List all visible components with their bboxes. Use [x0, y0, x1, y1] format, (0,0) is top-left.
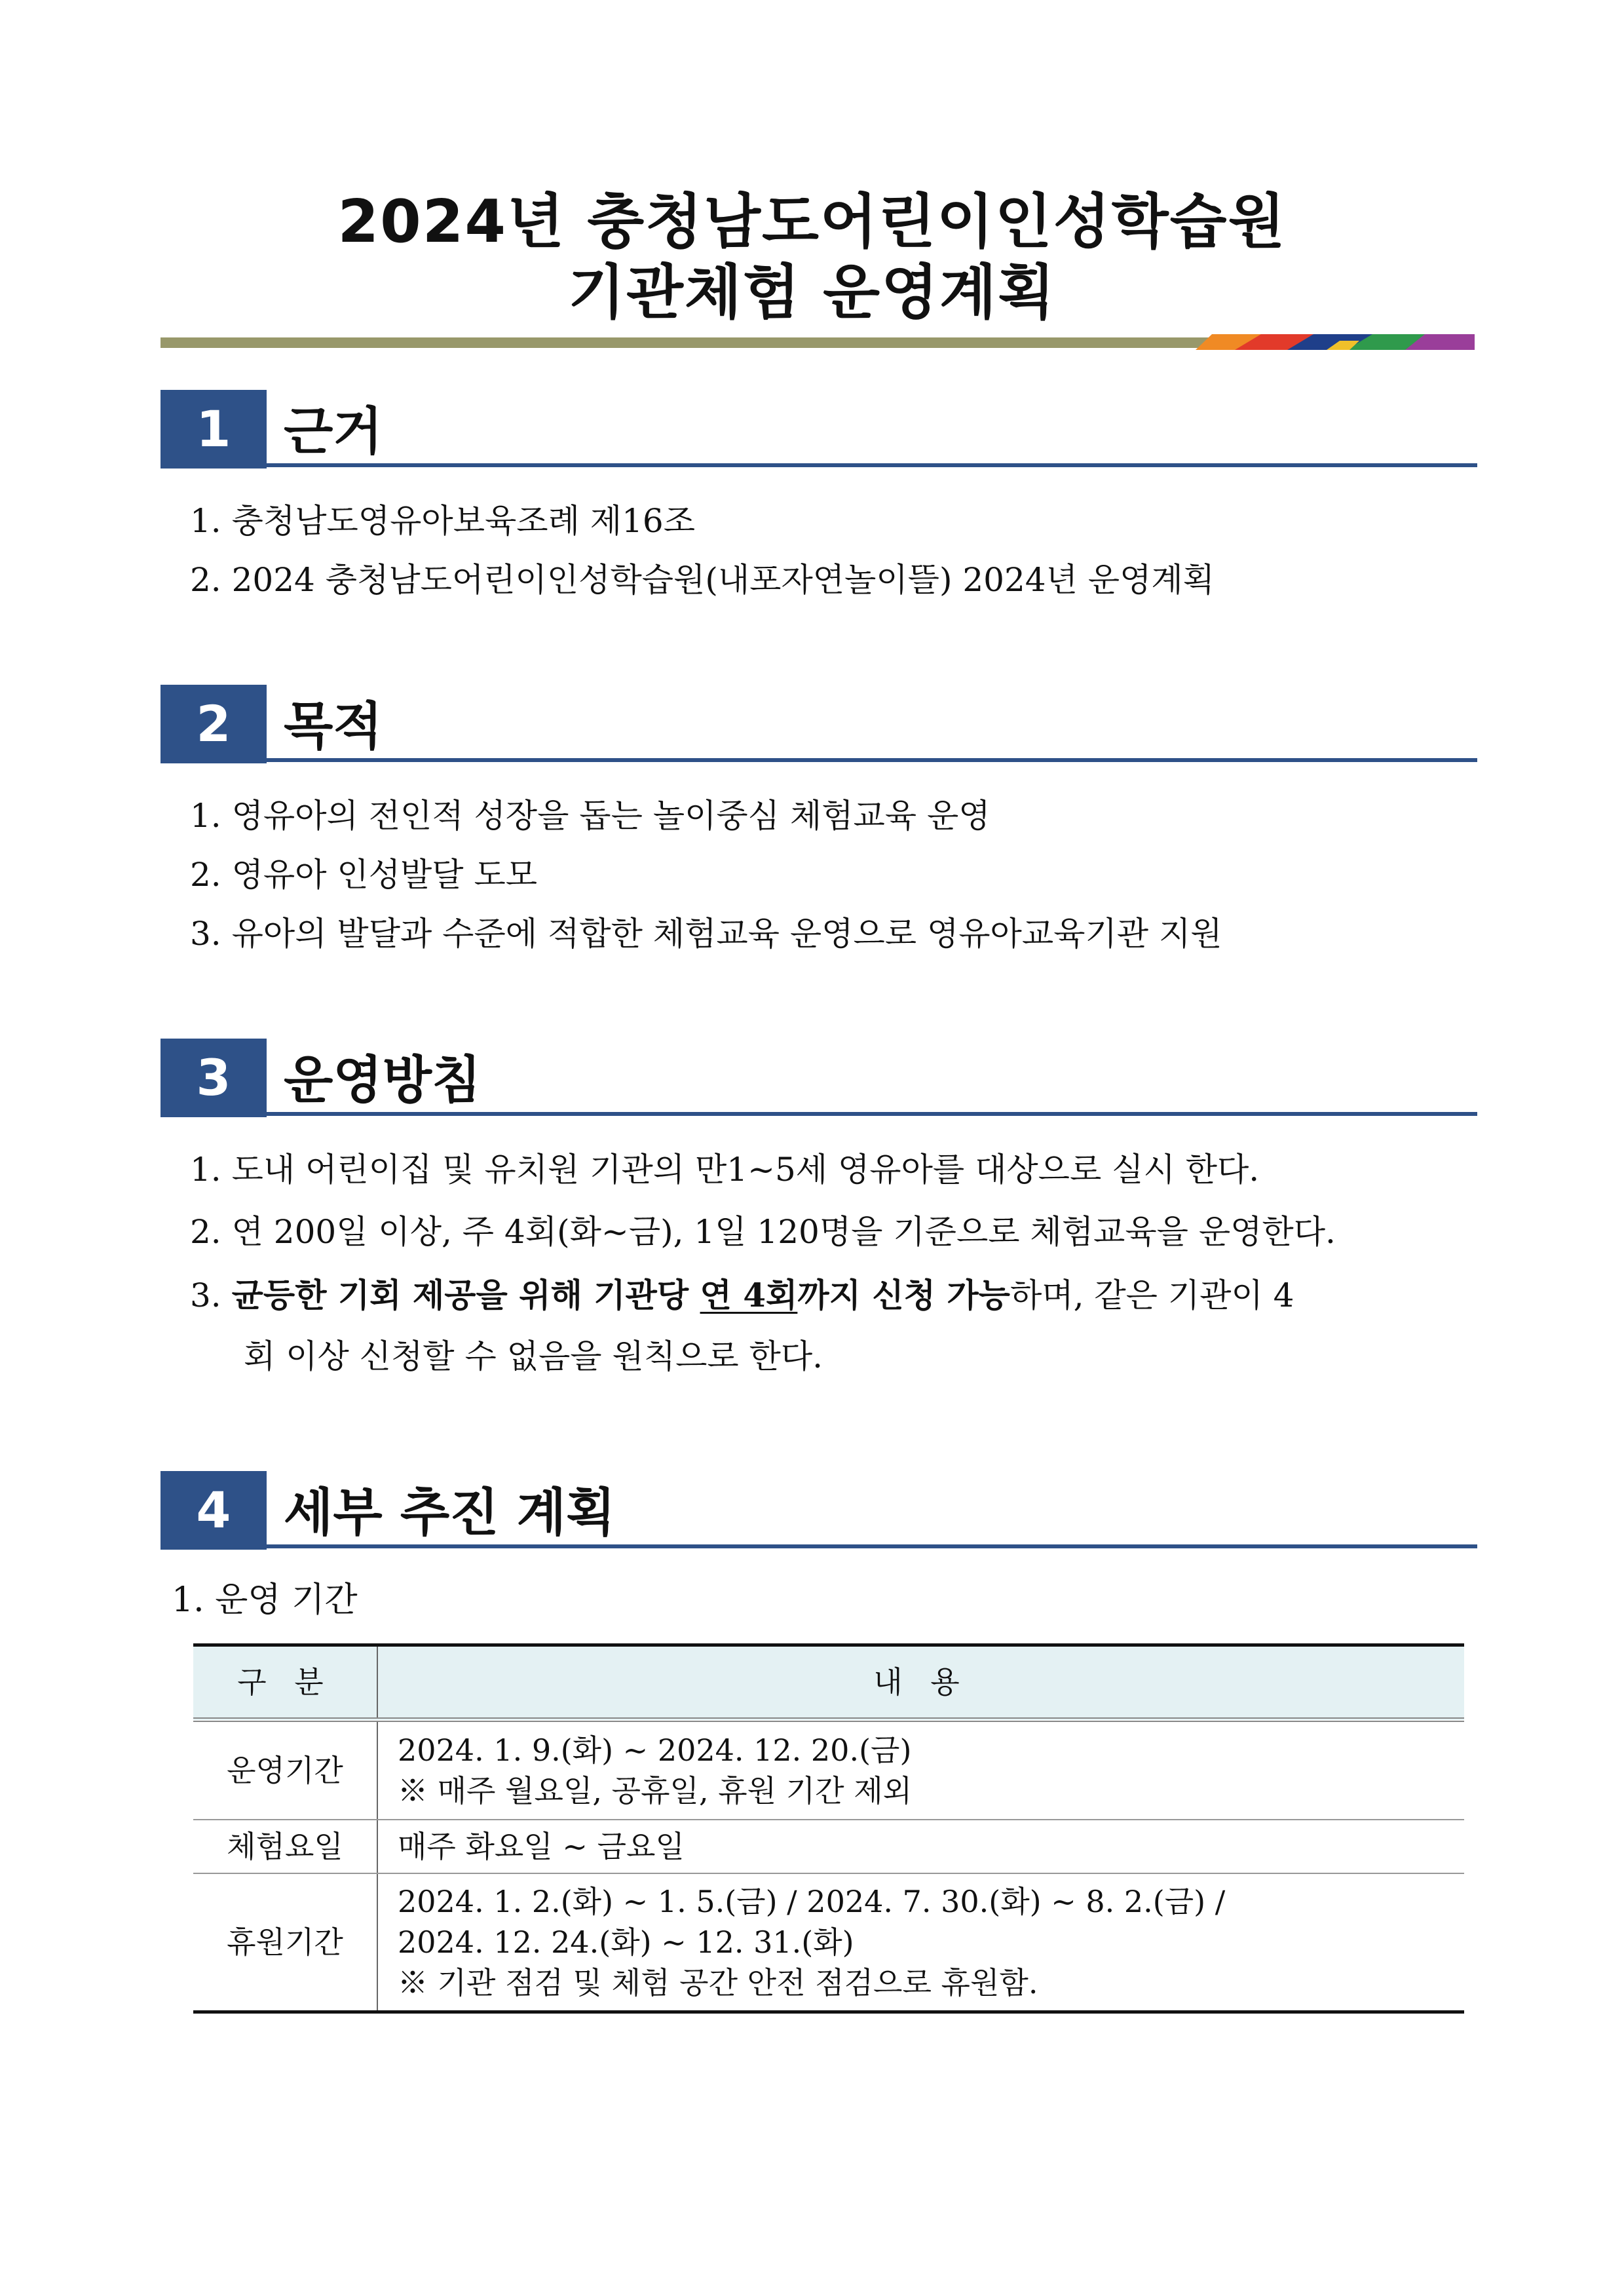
section-underline — [267, 1544, 1477, 1548]
list-item: 1. 영유아의 전인적 성장을 돕는 놀이중심 체험교육 운영 — [190, 797, 991, 835]
section-underline — [267, 758, 1477, 762]
table-row-label: 운영기간 — [193, 1720, 377, 1820]
list-item-emphasis — [190, 1276, 1294, 1315]
table-row-label: 체험요일 — [193, 1820, 377, 1873]
table-header-cell: 내 용 — [377, 1645, 1464, 1720]
section-underline — [267, 1112, 1477, 1116]
section-number-box: 2 — [161, 685, 267, 763]
table-row — [193, 1720, 1464, 1820]
section-title: 세부 추진 계획 — [284, 1483, 616, 1542]
list-item: 2. 영유아 인성발달 도모 — [190, 856, 538, 894]
section-title: 근거 — [284, 402, 383, 461]
table-cell-line: 2024. 1. 2.(화) ~ 1. 5.(금) / 2024. 7. 30.(화) ~ 8. 2.(금) / — [398, 1884, 1226, 1919]
table-header-row — [193, 1645, 1464, 1720]
section-number-box: 4 — [161, 1471, 267, 1550]
sub-heading: 1. 운영 기간 — [172, 1580, 358, 1620]
list-item-rest: 하며, 같은 기관이 4 — [1010, 1276, 1294, 1314]
list-item-prefix: 3. — [190, 1276, 232, 1314]
table-row-label: 휴원기간 — [193, 1873, 377, 2012]
document-title-line-1: 2024년 충청남도어린이인성학습원 — [337, 187, 1287, 256]
list-item: 1. 충청남도영유아보육조례 제16조 — [190, 502, 696, 540]
section-number-box: 3 — [161, 1039, 267, 1117]
list-item-continuation: 회 이상 신청할 수 없음을 원칙으로 한다. — [244, 1337, 823, 1375]
table-cell-line: 2024. 1. 9.(화) ~ 2024. 12. 20.(금) — [398, 1732, 912, 1768]
section-2-header — [161, 685, 1477, 763]
section-title: 목적 — [284, 697, 383, 756]
section-title: 운영방침 — [284, 1051, 482, 1110]
list-item: 3. 유아의 발달과 수준에 적합한 체험교육 운영으로 영유아교육기관 지원 — [190, 915, 1222, 953]
table-cell-line: 매주 화요일 ~ 금요일 — [398, 1829, 685, 1864]
list-item: 2. 연 200일 이상, 주 4회(화~금), 1일 120명을 기준으로 체험교육을 운영한다. — [190, 1213, 1336, 1251]
list-item: 1. 도내 어린이집 및 유치원 기관의 만1~5세 영유아를 대상으로 실시 한다. — [190, 1151, 1260, 1189]
section-number-box: 1 — [161, 390, 267, 469]
table-cell-line: 2024. 12. 24.(화) ~ 12. 31.(화) — [398, 1924, 854, 1960]
table-cell — [377, 1720, 1464, 1820]
title-decorative-bar — [161, 334, 1475, 350]
emphasis-underlined-text: 연 4회 — [700, 1276, 798, 1314]
list-item: 2. 2024 충청남도어린이인성학습원(내포자연놀이뜰) 2024년 운영계획 — [190, 561, 1215, 599]
table-cell-line: ※ 매주 월요일, 공휴일, 휴원 기간 제외 — [398, 1773, 913, 1808]
document-title-line-2: 기관체험 운영계획 — [568, 258, 1056, 327]
section-4-header — [161, 1471, 1477, 1550]
emphasis-text: 까지 신청 가능 — [797, 1276, 1010, 1314]
section-underline — [267, 463, 1477, 467]
emphasis-text: 균등한 기회 제공을 위해 기관당 — [231, 1276, 700, 1314]
document-title — [0, 187, 1624, 328]
table-row — [193, 1820, 1464, 1873]
section-3-header — [161, 1039, 1477, 1117]
table-cell — [377, 1820, 1464, 1873]
table-header-cell: 구 분 — [193, 1645, 377, 1720]
section-1-header — [161, 390, 1477, 469]
schedule-table — [193, 1643, 1464, 2014]
table-cell-line: ※ 기관 점검 및 체험 공간 안전 점검으로 휴원함. — [398, 1965, 1038, 2000]
table-row — [193, 1873, 1464, 2012]
table-cell — [377, 1873, 1464, 2012]
